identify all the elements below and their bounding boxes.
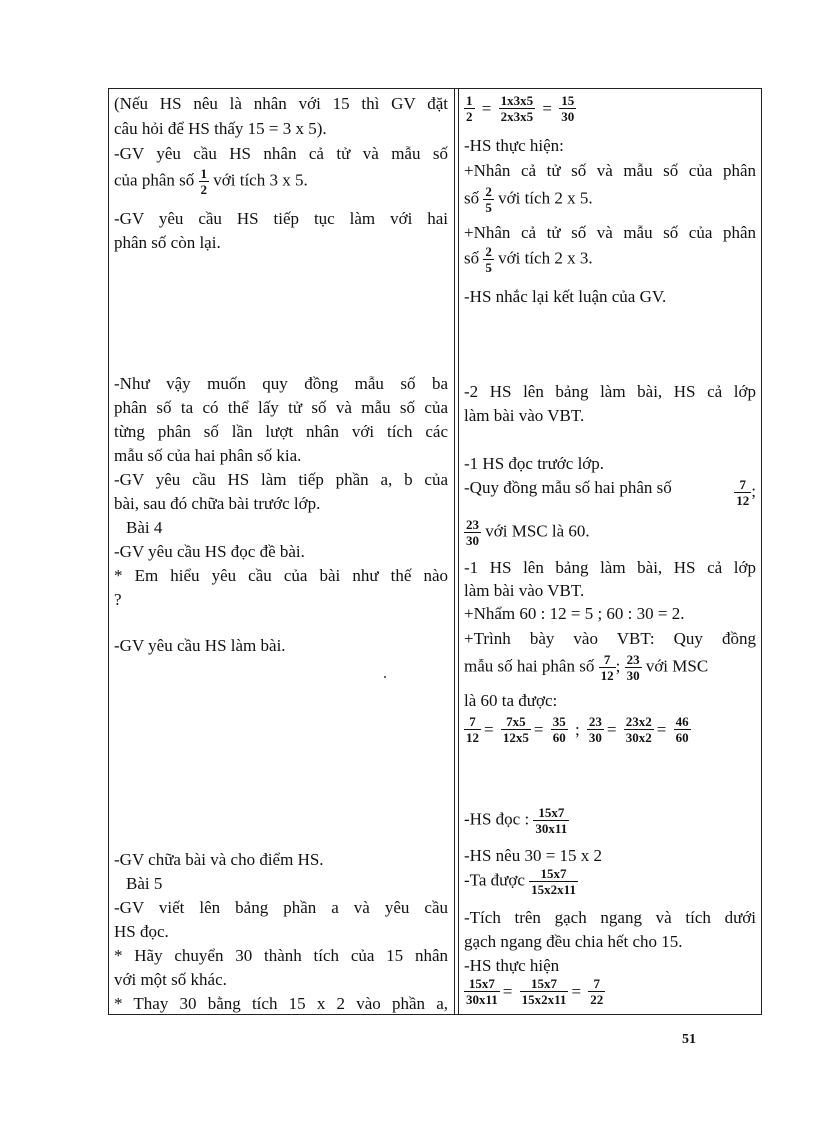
left-line-21: HS đọc. — [114, 922, 169, 941]
left-line-20: -GV viết lên bảng phần a và yêu cầu — [114, 898, 448, 917]
right-line-21: -HS nêu 30 = 15 x 2 — [464, 846, 603, 865]
left-line-16: ? — [114, 590, 122, 609]
left-line-14: -GV yêu cầu HS đọc đề bài. — [114, 542, 305, 561]
right-line-8: -2 HS lên bảng làm bài, HS cả lớp — [464, 382, 756, 401]
right-line-6 — [464, 244, 593, 275]
right-line-4-text-b: với tích 2 x 5. — [498, 188, 593, 208]
equals-sign: = — [481, 98, 492, 118]
right-line-6-text-b: với tích 2 x 3. — [498, 248, 593, 268]
left-line-5: -GV yêu cầu HS tiếp tục làm với hai — [114, 209, 448, 228]
right-line-3: +Nhân cả tử số và mẫu số của phân — [464, 161, 756, 180]
fraction: $\frac{7}{12}$ — [736, 477, 750, 508]
left-line-24: * Thay 30 bằng tích 15 x 2 vào phần a, — [114, 994, 448, 1013]
left-line-23: với một số khác. — [114, 970, 227, 989]
left-line-12: bài, sau đó chữa bài trước lớp. — [114, 494, 321, 513]
equals-sign: = — [502, 981, 513, 1001]
fraction: $\frac{2}{5}$ — [485, 184, 492, 215]
fraction: $\frac{15x7}{15x2x11}$ — [521, 976, 567, 1007]
left-line-18: -GV chữa bài và cho điểm HS. — [114, 850, 324, 869]
right-line-4 — [464, 184, 593, 215]
right-line-22-text: -Ta được — [464, 870, 525, 890]
left-line-22: * Hãy chuyển 30 thành tích của 15 nhân — [114, 946, 448, 965]
fraction: $\frac{1x3x5}{2x3x5}$ — [500, 93, 534, 124]
semicolon: ; — [615, 656, 621, 676]
right-line-13: -1 HS lên bảng làm bài, HS cả lớp — [464, 558, 756, 577]
fraction: $\frac{23}{30}$ — [588, 714, 602, 745]
right-line-20 — [464, 805, 569, 836]
page-number: 51 — [682, 1032, 696, 1047]
right-line-7: -HS nhắc lại kết luận của GV. — [464, 287, 667, 306]
left-line-4 — [114, 166, 308, 197]
right-line-17-text-b: với MSC — [645, 656, 709, 676]
semicolon: ; — [751, 481, 756, 501]
fraction: $\frac{23}{30}$ — [626, 652, 640, 683]
right-line-4-text-a: số — [464, 188, 480, 208]
left-line-11: -GV yêu cầu HS làm tiếp phần a, b của — [114, 470, 448, 489]
right-line-9: làm bài vào VBT. — [464, 406, 585, 425]
fraction: $\frac{1}{2}$ — [466, 93, 473, 124]
fraction: $\frac{1}{2}$ — [200, 166, 208, 197]
right-line-17 — [464, 652, 708, 683]
left-line-15: * Em hiểu yêu cầu của bài như thế nào — [114, 566, 448, 585]
fraction: $\frac{35}{60}$ — [552, 714, 566, 745]
fraction: $\frac{15x7}{15x2x11}$ — [531, 866, 576, 897]
left-line-1: (Nếu HS nêu là nhân với 15 thì GV đặt — [114, 94, 448, 113]
fraction: $\frac{2}{5}$ — [485, 244, 492, 275]
right-line-18: là 60 ta được: — [464, 691, 558, 710]
right-line-20-text: -HS đọc : — [464, 809, 530, 829]
left-line-8: phân số ta có thể lấy tử số và mẫu số của — [114, 398, 448, 417]
right-line-10: -1 HS đọc trước lớp. — [464, 454, 605, 473]
right-line-24: gạch ngang đều chia hết cho 15. — [464, 932, 683, 951]
left-line-9: từng phân số lần lượt nhân với tích các — [114, 422, 448, 441]
right-line-6-text-a: số — [464, 248, 480, 268]
fraction: $\frac{15}{30}$ — [561, 93, 575, 124]
left-line-19: Bài 5 — [126, 874, 163, 893]
right-line-11-text: -Quy đồng mẫu số hai phân số — [464, 478, 672, 497]
left-line-17: -GV yêu cầu HS làm bài. — [114, 636, 286, 655]
fraction: $\frac{7}{12}$ — [600, 652, 614, 683]
fraction: $\frac{7}{22}$ — [590, 976, 604, 1007]
left-line-13: Bài 4 — [126, 518, 163, 537]
right-line-15: +Nhẩm 60 : 12 = 5 ; 60 : 30 = 2. — [464, 604, 685, 623]
fraction: $\frac{15x7}{30x11}$ — [466, 976, 498, 1007]
equals-sign: = — [533, 719, 544, 739]
column-divider-inner — [458, 88, 459, 1015]
right-line-22 — [464, 866, 578, 897]
equals-sign: = — [571, 981, 582, 1001]
right-line-23: -Tích trên gạch ngang và tích dưới — [464, 908, 756, 927]
left-line-10: mẫu số của hai phân số kia. — [114, 446, 302, 465]
stray-dot — [384, 676, 386, 678]
right-line-16: +Trình bày vào VBT: Quy đồng — [464, 629, 756, 648]
left-line-2: câu hỏi để HS thấy 15 = 3 x 5). — [114, 119, 327, 138]
fraction: $\frac{7x5}{12x5}$ — [502, 714, 529, 745]
right-line-1-equation — [464, 93, 576, 124]
left-line-4-text-a: của phân số — [114, 170, 195, 190]
right-line-12-text: với MSC là 60. — [485, 521, 590, 541]
equals-sign: = — [542, 98, 552, 118]
left-line-6: phân số còn lại. — [114, 233, 221, 252]
right-line-5: +Nhân cả tử số và mẫu số của phân — [464, 223, 756, 242]
left-line-4-text-b: với tích 3 x 5. — [213, 170, 308, 190]
right-line-25: -HS thực hiện — [464, 956, 560, 975]
right-line-14: làm bài vào VBT. — [464, 581, 585, 600]
equals-sign: = — [484, 719, 494, 739]
fraction: $\frac{23x2}{30x2}$ — [625, 714, 652, 745]
equals-sign: = — [656, 719, 667, 739]
equals-sign: = — [606, 719, 617, 739]
fraction: $\frac{23}{30}$ — [466, 517, 479, 548]
fraction: $\frac{7}{12}$ — [466, 714, 479, 745]
right-line-19-equation — [464, 714, 691, 745]
right-line-2: -HS thực hiện: — [464, 136, 564, 155]
right-line-12 — [464, 517, 590, 548]
right-line-11 — [464, 477, 756, 508]
semicolon: ; — [574, 719, 580, 739]
left-line-7: -Như vậy muốn quy đồng mẫu số ba — [114, 374, 448, 393]
fraction: $\frac{46}{60}$ — [675, 714, 689, 745]
right-line-26-equation — [464, 976, 605, 1007]
column-divider — [454, 88, 455, 1015]
fraction: $\frac{15x7}{30x11}$ — [535, 805, 568, 836]
left-line-3: -GV yêu cầu HS nhân cả tử và mẫu số — [114, 144, 448, 163]
right-line-17-text-a: mẫu số hai phân số — [464, 656, 595, 676]
